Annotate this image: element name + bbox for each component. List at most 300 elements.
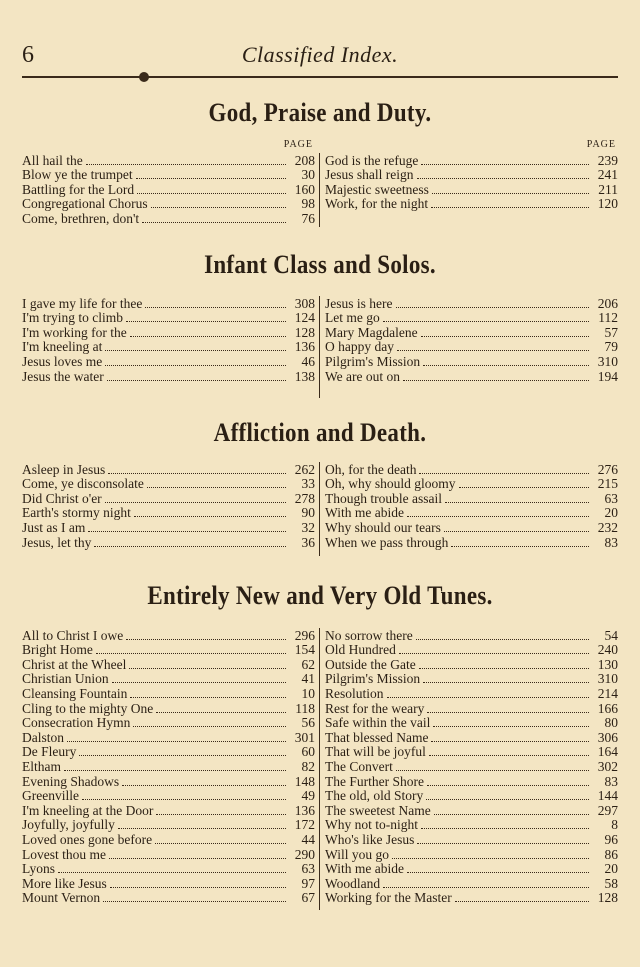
entry-page-number: 46 [301, 353, 315, 369]
section-infant-class-solos [22, 252, 618, 391]
entry-page-number: 211 [598, 181, 618, 197]
index-entry [22, 168, 315, 183]
entry-page-number: 206 [597, 295, 618, 311]
running-title: Classified Index. [241, 42, 399, 67]
entry-title: God is the refuge [325, 152, 419, 168]
dot-leader [156, 712, 286, 713]
entry-page-number: 130 [597, 656, 618, 672]
left-column [22, 153, 315, 226]
index-entry [22, 818, 315, 833]
index-entry [325, 325, 618, 340]
index-entry [325, 862, 618, 877]
dot-leader [137, 193, 286, 194]
index-entry [22, 643, 315, 658]
entry-page-number: 10 [301, 685, 315, 701]
entry-title: Mary Magdalene [325, 324, 418, 340]
entry-page-number: 232 [597, 519, 618, 535]
dot-leader [58, 872, 286, 873]
index-entry [325, 672, 618, 687]
entry-title: Jesus shall reign [325, 167, 414, 183]
index-entry [325, 847, 618, 862]
dot-leader [134, 516, 286, 517]
entry-page-number: 214 [597, 685, 618, 701]
entry-page-number: 120 [597, 196, 618, 212]
column-divider [319, 462, 320, 556]
entry-page-number: 63 [301, 861, 315, 877]
section-new-old-tunes [22, 583, 618, 913]
dot-leader [403, 380, 589, 381]
entry-title: I'm trying to climb [22, 310, 124, 326]
dot-leader [133, 726, 286, 727]
dot-leader [147, 487, 286, 488]
section-columns [22, 296, 618, 391]
entry-page-number: 82 [301, 758, 315, 774]
dot-leader [416, 639, 589, 640]
entry-title: With me abide [325, 505, 404, 521]
entry-title: That will be joyful [325, 744, 426, 760]
entry-title: Evening Shadows [22, 773, 120, 789]
dot-leader [431, 741, 589, 742]
index-entry [22, 182, 315, 197]
entry-title: Pilgrim's Mission [325, 671, 421, 687]
entry-title: We are out on [325, 368, 401, 384]
index-entry [22, 491, 315, 506]
entry-page-number: 138 [294, 368, 315, 384]
dot-leader [129, 668, 286, 669]
dot-leader [105, 365, 286, 366]
index-entry [22, 759, 315, 774]
dot-leader [392, 858, 589, 859]
index-entry [22, 462, 315, 477]
entry-title: Though trouble assail [325, 490, 442, 506]
dot-leader [396, 307, 590, 308]
dot-leader [383, 887, 589, 888]
entry-page-number: 128 [294, 324, 315, 340]
index-entry [22, 891, 315, 906]
entry-page-number: 96 [604, 831, 618, 847]
page-header [22, 42, 618, 72]
entry-title: O happy day [325, 339, 394, 355]
entry-title: Resolution [325, 685, 384, 701]
dot-leader [142, 222, 286, 223]
entry-page-number: 136 [294, 802, 315, 818]
entry-title: Consecration Hymn [22, 715, 131, 731]
entry-page-number: 290 [294, 846, 315, 862]
index-entry [22, 628, 315, 643]
dot-leader [421, 336, 589, 337]
index-entry [325, 818, 618, 833]
entry-page-number: 90 [301, 505, 315, 521]
rule-ornament [139, 72, 149, 82]
dot-leader [427, 785, 589, 786]
entry-page-number: 44 [301, 831, 315, 847]
entry-page-number: 164 [597, 744, 618, 760]
dot-leader [94, 546, 286, 547]
entry-page-number: 276 [597, 461, 618, 477]
index-entry [22, 477, 315, 492]
index-entry [325, 369, 618, 384]
dot-leader [151, 207, 286, 208]
entry-page-number: 41 [301, 671, 315, 687]
dot-leader [417, 178, 590, 179]
entry-page-number: 148 [294, 773, 315, 789]
index-entry [325, 643, 618, 658]
entry-title: With me abide [325, 861, 404, 877]
entry-title: Lovest thou me [22, 846, 106, 862]
entry-page-number: 310 [597, 671, 618, 687]
entry-page-number: 54 [604, 627, 618, 643]
entry-page-number: 32 [301, 519, 315, 535]
section-title: Affliction and Death. [213, 418, 427, 447]
entry-page-number: 76 [301, 210, 315, 226]
dot-leader [110, 887, 286, 888]
page-column-header: PAGE [283, 139, 313, 150]
entry-title: Jesus loves me [22, 353, 103, 369]
entry-title: All to Christ I owe [22, 627, 124, 643]
entry-page-number: 302 [597, 758, 618, 774]
dot-leader [434, 814, 589, 815]
entry-title: More like Jesus [22, 875, 107, 891]
index-entry [22, 686, 315, 701]
entry-page-number: 308 [294, 295, 315, 311]
index-entry [22, 657, 315, 672]
index-entry [22, 369, 315, 384]
column-divider [319, 296, 320, 398]
index-entry [325, 774, 618, 789]
entry-page-number: 124 [294, 310, 315, 326]
dot-leader [108, 473, 286, 474]
entry-title: Why not to-night [325, 817, 418, 833]
entry-title: Joyfully, joyfully [22, 817, 115, 833]
index-entry [22, 535, 315, 550]
entry-page-number: 215 [597, 476, 618, 492]
entry-page-number: 49 [301, 788, 315, 804]
dot-leader [156, 814, 286, 815]
entry-title: The sweetest Name [325, 802, 431, 818]
entry-page-number: 56 [301, 715, 315, 731]
index-entry [325, 803, 618, 818]
dot-leader [407, 872, 589, 873]
entry-page-number: 310 [597, 353, 618, 369]
entry-title: Mount Vernon [22, 890, 101, 906]
section-columns [22, 628, 618, 913]
entry-title: Just as I am [22, 519, 86, 535]
section-columns [22, 462, 618, 557]
index-entry [325, 876, 618, 891]
index-entry [325, 745, 618, 760]
index-entry [22, 730, 315, 745]
entry-page-number: 62 [301, 656, 315, 672]
index-entry [22, 153, 315, 168]
entry-title: Cleansing Fountain [22, 685, 128, 701]
entry-title: Old Hundred [325, 642, 396, 658]
index-entry [22, 340, 315, 355]
entry-page-number: 67 [301, 890, 315, 906]
entry-page-number: 166 [597, 700, 618, 716]
dot-leader [96, 653, 286, 654]
index-entry [22, 506, 315, 521]
dot-leader [444, 531, 589, 532]
index-entry [325, 182, 618, 197]
entry-page-number: 154 [294, 642, 315, 658]
dot-leader [419, 473, 589, 474]
entry-title: Greenville [22, 788, 79, 804]
entry-title: That blessed Name [325, 729, 429, 745]
dot-leader [417, 843, 589, 844]
entry-page-number: 128 [597, 890, 618, 906]
dot-leader [383, 321, 589, 322]
entry-title: Loved ones gone before [22, 831, 153, 847]
dot-leader [432, 193, 589, 194]
index-entry [325, 311, 618, 326]
dot-leader [86, 164, 286, 165]
index-entry [22, 789, 315, 804]
index-entry [22, 672, 315, 687]
section-title: Infant Class and Solos. [204, 250, 436, 279]
index-entry [325, 354, 618, 369]
index-entry [325, 759, 618, 774]
entry-title: Woodland [325, 875, 381, 891]
dot-leader [145, 307, 286, 308]
index-entry [325, 628, 618, 643]
entry-page-number: 241 [597, 167, 618, 183]
right-column [325, 628, 618, 905]
entry-title: All hail the [22, 152, 83, 168]
index-entry [22, 211, 315, 226]
entry-page-number: 118 [295, 700, 315, 716]
entry-page-number: 112 [598, 310, 618, 326]
entry-title: Christ at the Wheel [22, 656, 127, 672]
entry-title: De Fleury [22, 744, 77, 760]
index-entry [325, 701, 618, 716]
entry-page-number: 83 [604, 534, 618, 550]
dot-leader [118, 828, 286, 829]
dot-leader [399, 653, 589, 654]
index-entry [325, 340, 618, 355]
index-entry [325, 153, 618, 168]
entry-page-number: 97 [301, 875, 315, 891]
dot-leader [419, 668, 589, 669]
index-entry [325, 491, 618, 506]
right-column [325, 153, 618, 211]
index-entry [325, 520, 618, 535]
entry-title: Will you go [325, 846, 389, 862]
section-god-praise-duty [22, 100, 618, 229]
entry-title: Rest for the weary [325, 700, 425, 716]
entry-title: Safe within the vail [325, 715, 431, 731]
entry-page-number: 144 [597, 788, 618, 804]
entry-title: Why should our tears [325, 519, 441, 535]
entry-title: Jesus the water [22, 368, 104, 384]
entry-title: Dalston [22, 729, 64, 745]
entry-page-number: 208 [294, 152, 315, 168]
dot-leader [426, 799, 589, 800]
column-divider [319, 153, 320, 227]
index-entry [22, 803, 315, 818]
entry-page-number: 160 [294, 181, 315, 197]
entry-title: Work, for the night [325, 196, 429, 212]
dot-leader [105, 502, 286, 503]
dot-leader [431, 207, 589, 208]
page-number: 6 [22, 42, 34, 68]
entry-title: Jesus, let thy [22, 534, 92, 550]
index-entry [325, 506, 618, 521]
dot-leader [433, 726, 589, 727]
dot-leader [103, 901, 286, 902]
entry-title: Eltham [22, 758, 61, 774]
right-column [325, 296, 618, 384]
dot-leader [126, 321, 286, 322]
entry-title: I gave my life for thee [22, 295, 143, 311]
entry-page-number: 20 [604, 505, 618, 521]
entry-title: Asleep in Jesus [22, 461, 106, 477]
index-entry [325, 535, 618, 550]
entry-title: I'm kneeling at the Door [22, 802, 154, 818]
entry-title: The Convert [325, 758, 393, 774]
entry-page-number: 278 [294, 490, 315, 506]
dot-leader [421, 164, 589, 165]
entry-page-number: 58 [604, 875, 618, 891]
entry-title: Come, ye disconsolate [22, 476, 144, 492]
index-entry [325, 197, 618, 212]
dot-leader [130, 336, 286, 337]
index-entry [325, 168, 618, 183]
entry-title: Let me go [325, 310, 380, 326]
entry-page-number: 8 [611, 817, 618, 833]
index-entry [22, 774, 315, 789]
dot-leader [130, 697, 286, 698]
index-entry [325, 477, 618, 492]
index-entry [22, 832, 315, 847]
entry-page-number: 239 [597, 152, 618, 168]
index-entry [22, 847, 315, 862]
index-entry [22, 197, 315, 212]
entry-page-number: 86 [604, 846, 618, 862]
entry-title: The old, old Story [325, 788, 424, 804]
index-entry [22, 701, 315, 716]
entry-page-number: 306 [597, 729, 618, 745]
entry-title: Working for the Master [325, 890, 452, 906]
entry-title: Battling for the Lord [22, 181, 135, 197]
entry-page-number: 36 [301, 534, 315, 550]
entry-title: Congregational Chorus [22, 196, 148, 212]
entry-page-number: 296 [294, 627, 315, 643]
entry-title: Outside the Gate [325, 656, 416, 672]
entry-page-number: 20 [604, 861, 618, 877]
dot-leader [455, 901, 589, 902]
entry-page-number: 33 [301, 476, 315, 492]
dot-leader [387, 697, 589, 698]
dot-leader [429, 755, 589, 756]
dot-leader [407, 516, 589, 517]
dot-leader [423, 682, 589, 683]
entry-title: Blow ye the trumpet [22, 167, 133, 183]
entry-title: No sorrow there [325, 627, 413, 643]
index-entry [325, 716, 618, 731]
entry-title: Christian Union [22, 671, 109, 687]
entry-page-number: 194 [597, 368, 618, 384]
entry-title: Oh, for the death [325, 461, 417, 477]
entry-page-number: 79 [604, 339, 618, 355]
entry-page-number: 98 [301, 196, 315, 212]
column-divider [319, 628, 320, 910]
header-rule [22, 76, 618, 78]
index-entry [22, 520, 315, 535]
page-column-header: PAGE [586, 139, 616, 150]
dot-leader [122, 785, 286, 786]
section-affliction-death [22, 420, 618, 557]
entry-title: Did Christ o'er [22, 490, 102, 506]
dot-leader [67, 741, 286, 742]
entry-title: Bright Home [22, 642, 93, 658]
dot-leader [105, 350, 286, 351]
dot-leader [423, 365, 589, 366]
index-entry [22, 325, 315, 340]
entry-page-number: 240 [597, 642, 618, 658]
entry-page-number: 57 [604, 324, 618, 340]
left-column [22, 462, 315, 550]
dot-leader [107, 380, 286, 381]
index-entry [22, 354, 315, 369]
dot-leader [445, 502, 589, 503]
left-column [22, 296, 315, 384]
entry-page-number: 80 [604, 715, 618, 731]
entry-page-number: 83 [604, 773, 618, 789]
index-entry [325, 657, 618, 672]
index-entry [22, 862, 315, 877]
entry-page-number: 297 [597, 802, 618, 818]
entry-title: I'm working for the [22, 324, 127, 340]
entry-title: Earth's stormy night [22, 505, 131, 521]
dot-leader [79, 755, 286, 756]
entry-page-number: 136 [294, 339, 315, 355]
dot-leader [112, 682, 286, 683]
entry-title: Cling to the mighty One [22, 700, 154, 716]
index-entry [325, 296, 618, 311]
entry-page-number: 262 [294, 461, 315, 477]
index-entry [22, 296, 315, 311]
index-entry [325, 730, 618, 745]
entry-title: Lyons [22, 861, 56, 877]
dot-leader [459, 487, 589, 488]
index-entry [22, 876, 315, 891]
section-title: Entirely New and Very Old Tunes. [147, 581, 493, 610]
dot-leader [427, 712, 589, 713]
dot-leader [397, 350, 589, 351]
dot-leader [155, 843, 286, 844]
section-columns [22, 139, 618, 229]
section-title: God, Praise and Duty. [208, 98, 432, 127]
dot-leader [82, 799, 286, 800]
entry-title: The Further Shore [325, 773, 424, 789]
entry-title: Oh, why should gloomy [325, 476, 456, 492]
entry-page-number: 301 [294, 729, 315, 745]
entry-title: Who's like Jesus [325, 831, 415, 847]
index-entry [325, 789, 618, 804]
index-entry [325, 462, 618, 477]
dot-leader [64, 770, 286, 771]
dot-leader [126, 639, 286, 640]
index-entry [22, 745, 315, 760]
index-entry [325, 686, 618, 701]
entry-title: Pilgrim's Mission [325, 353, 421, 369]
entry-page-number: 60 [301, 744, 315, 760]
entry-title: Jesus is here [325, 295, 393, 311]
entry-page-number: 172 [294, 817, 315, 833]
entry-title: When we pass through [325, 534, 449, 550]
entry-title: Majestic sweetness [325, 181, 429, 197]
index-entry [22, 311, 315, 326]
